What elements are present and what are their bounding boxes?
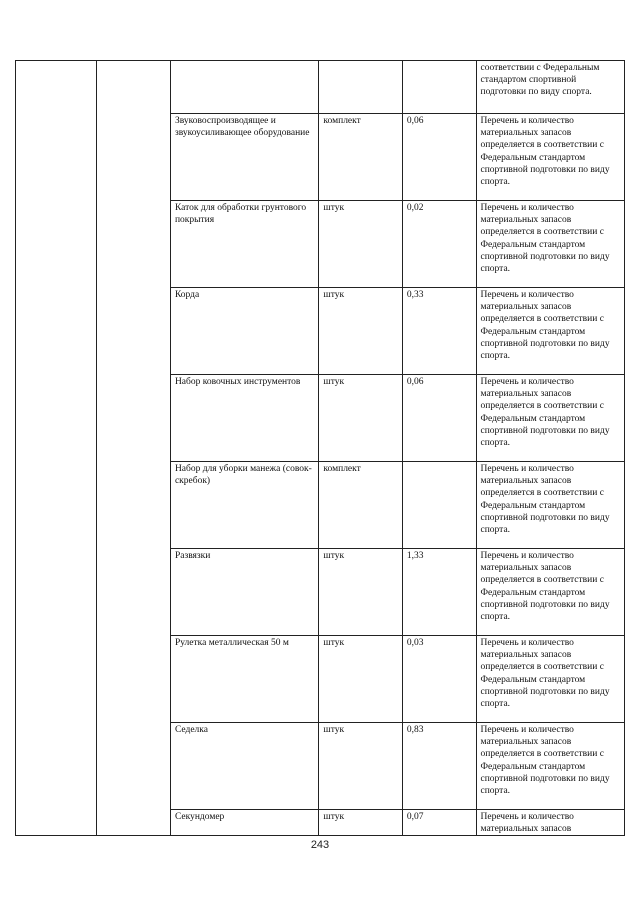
item-name-cell: Развязки [170, 549, 318, 636]
quantity-cell [402, 61, 476, 114]
quantity-cell: 0,03 [402, 636, 476, 723]
quantity-cell [402, 462, 476, 549]
quantity-cell: 0,07 [402, 810, 476, 836]
item-name-cell: Корда [170, 288, 318, 375]
item-name-cell: Рулетка металлическая 50 м [170, 636, 318, 723]
item-name-cell: Каток для обработки грунтового покрытия [170, 201, 318, 288]
note-cell: Перечень и количество материальных запасов определяется в соответствии с Федеральным стандартом спортивной подготовки по виду спорта. [476, 549, 625, 636]
unit-cell [319, 61, 402, 114]
unit-cell: штук [319, 810, 402, 836]
quantity-cell: 0,06 [402, 375, 476, 462]
item-name-cell: Звуковоспроизводящее и звукоусиливающее оборудование [170, 114, 318, 201]
note-cell: Перечень и количество материальных запасов определяется в соответствии с Федеральным стандартом спортивной подготовки по виду спорта. [476, 462, 625, 549]
note-cell: Перечень и количество материальных запасов определяется в соответствии с Федеральным стандартом спортивной подготовки по виду спорта. [476, 723, 625, 810]
quantity-cell: 0,33 [402, 288, 476, 375]
item-name-cell [170, 61, 318, 114]
note-cell: Перечень и количество материальных запасов определяется в соответствии с Федеральным стандартом спортивной подготовки по виду спорта. [476, 636, 625, 723]
unit-cell: штук [319, 723, 402, 810]
merged-cell-col1 [16, 61, 97, 836]
note-cell: Перечень и количество материальных запасов определяется в соответствии с Федеральным стандартом спортивной подготовки по виду спорта. [476, 375, 625, 462]
equipment-table [15, 60, 625, 836]
note-cell: Перечень и количество материальных запасов определяется в соответствии с Федеральным стандартом спортивной подготовки по виду спорта. [476, 201, 625, 288]
note-cell: соответствии с Федеральным стандартом спортивной подготовки по виду спорта. [476, 61, 625, 114]
quantity-cell: 0,02 [402, 201, 476, 288]
item-name-cell: Набор для уборки манежа (совок-скребок) [170, 462, 318, 549]
unit-cell: штук [319, 549, 402, 636]
page-number: 243 [310, 839, 330, 851]
merged-cell-col2 [97, 61, 171, 836]
item-name-cell: Седелка [170, 723, 318, 810]
unit-cell: штук [319, 636, 402, 723]
unit-cell: штук [319, 201, 402, 288]
note-cell: Перечень и количество материальных запасов [476, 810, 625, 836]
quantity-cell: 0,83 [402, 723, 476, 810]
table-row [16, 61, 625, 114]
unit-cell: комплект [319, 462, 402, 549]
quantity-cell: 0,06 [402, 114, 476, 201]
item-name-cell: Секундомер [170, 810, 318, 836]
unit-cell: штук [319, 288, 402, 375]
unit-cell: комплект [319, 114, 402, 201]
note-cell: Перечень и количество материальных запасов определяется в соответствии с Федеральным стандартом спортивной подготовки по виду спорта. [476, 288, 625, 375]
note-cell: Перечень и количество материальных запасов определяется в соответствии с Федеральным стандартом спортивной подготовки по виду спорта. [476, 114, 625, 201]
item-name-cell: Набор ковочных инструментов [170, 375, 318, 462]
unit-cell: штук [319, 375, 402, 462]
quantity-cell: 1,33 [402, 549, 476, 636]
